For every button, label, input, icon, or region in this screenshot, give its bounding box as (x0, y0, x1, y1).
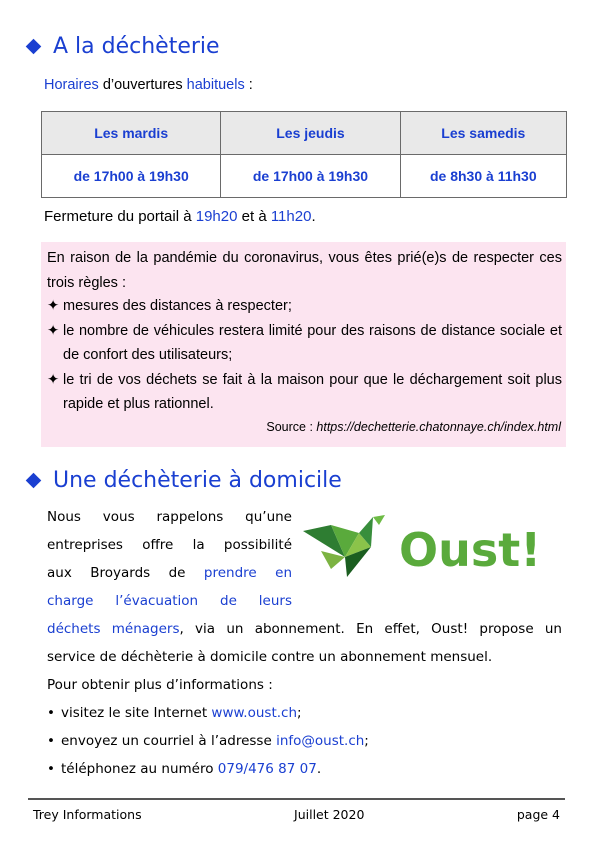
list-item (47, 755, 369, 783)
bullet-icon: • (47, 705, 55, 721)
page-footer (33, 807, 560, 822)
rule-text: le nombre de véhicules restera limité pour des raisons de distance sociale et de confort des utilisateurs; (63, 322, 562, 363)
paragraph-line: charge l’évacuation de leurs (47, 593, 292, 609)
paragraph-text: , via un abonnement. En effet, Oust! propose un (179, 621, 562, 637)
gate-closing-text (44, 208, 316, 225)
table-header-cell: Les jeudis (221, 112, 400, 155)
star-bullet-icon: ✦ (47, 371, 60, 388)
section-heading-home-service (28, 468, 342, 493)
paragraph-line (47, 559, 292, 587)
logo-text: Oust! (399, 523, 542, 577)
phone-link[interactable]: 079/476 87 07 (217, 761, 317, 777)
contact-text: téléphonez au numéro (61, 761, 218, 777)
contact-end: . (316, 761, 322, 777)
source-link[interactable]: https://dechetterie.chatonnaye.ch/index.html (316, 420, 561, 434)
contact-text: visitez le site Internet (61, 705, 212, 721)
table-header-cell: Les mardis (42, 112, 221, 155)
hours-label-word: d’ouvertures (98, 77, 187, 93)
contact-text: envoyez un courriel à l’adresse (61, 733, 277, 749)
footer-publication: Trey Informations (33, 807, 142, 822)
hours-label-word: Horaires (44, 77, 99, 93)
list-item (47, 294, 562, 319)
covid-intro: En raison de la pandémie du coronavirus, vous êtes prié(e)s de respecter ces trois règles : (47, 250, 562, 291)
table-header-cell: Les samedis (400, 112, 566, 155)
bullet-icon: • (47, 761, 55, 777)
table-row (42, 155, 567, 198)
contact-end: ; (364, 733, 369, 749)
list-item (47, 368, 562, 417)
star-bullet-icon: ✦ (47, 298, 60, 314)
list-item (47, 727, 369, 755)
table-cell: de 17h00 à 19h30 (42, 155, 221, 198)
email-link[interactable]: info@oust.ch (276, 733, 365, 749)
highlight-text: prendre en (203, 565, 292, 581)
more-info-label: Pour obtenir plus d’informations : (47, 677, 273, 693)
list-item (47, 699, 369, 727)
paragraph-text: aux Broyards de (47, 565, 204, 581)
paragraph-line (47, 615, 562, 643)
paragraph-line: Nous vous rappelons qu’une (47, 509, 292, 525)
star-bullet-icon: ✦ (47, 322, 60, 339)
contact-end: ; (297, 705, 302, 721)
source-citation (266, 420, 561, 434)
section-title: A la déchèterie (53, 34, 220, 59)
hours-label (44, 77, 253, 93)
website-link[interactable]: www.oust.ch (211, 705, 298, 721)
rule-text: le tri de vos déchets se fait à la maison pour que le déchargement soit plus rapide et plus rationnel. (63, 371, 562, 412)
section-title: Une déchèterie à domicile (53, 468, 342, 493)
footer-divider (28, 798, 565, 800)
section-heading-dechetterie (28, 34, 220, 59)
paragraph-line: service de déchèterie à domicile contre un abonnement mensuel. (47, 649, 493, 665)
rule-text: mesures des distances à respecter; (63, 298, 292, 314)
table-header-row (42, 112, 567, 155)
covid-notice-box (41, 242, 566, 447)
source-label: Source : (266, 420, 317, 434)
footer-page-number: page 4 (516, 807, 560, 822)
table-cell: de 17h00 à 19h30 (221, 155, 400, 198)
closing-time: 19h20 (195, 208, 238, 225)
footer-date: Juillet 2020 (294, 807, 365, 822)
bullet-icon: • (47, 733, 55, 749)
closing-time: 11h20 (270, 208, 312, 225)
table-cell: de 8h30 à 11h30 (400, 155, 566, 198)
oust-logo (301, 511, 563, 583)
closing-text-part: Fermeture du portail à (44, 208, 196, 225)
covid-rules-list (47, 294, 562, 417)
list-item (47, 319, 562, 368)
diamond-bullet-icon (26, 39, 42, 55)
hours-label-word: habituels (186, 77, 245, 93)
contact-list (47, 699, 369, 783)
service-paragraph (47, 615, 562, 671)
paragraph-line: entreprises offre la possibilité (47, 537, 292, 553)
diamond-bullet-icon (26, 473, 42, 489)
hours-label-word: : (244, 77, 253, 93)
intro-paragraph (47, 503, 292, 615)
highlight-text: déchets ménagers (47, 621, 180, 637)
closing-text-part: . (311, 208, 316, 225)
closing-text-part: et à (237, 208, 271, 225)
opening-hours-table (41, 111, 567, 198)
